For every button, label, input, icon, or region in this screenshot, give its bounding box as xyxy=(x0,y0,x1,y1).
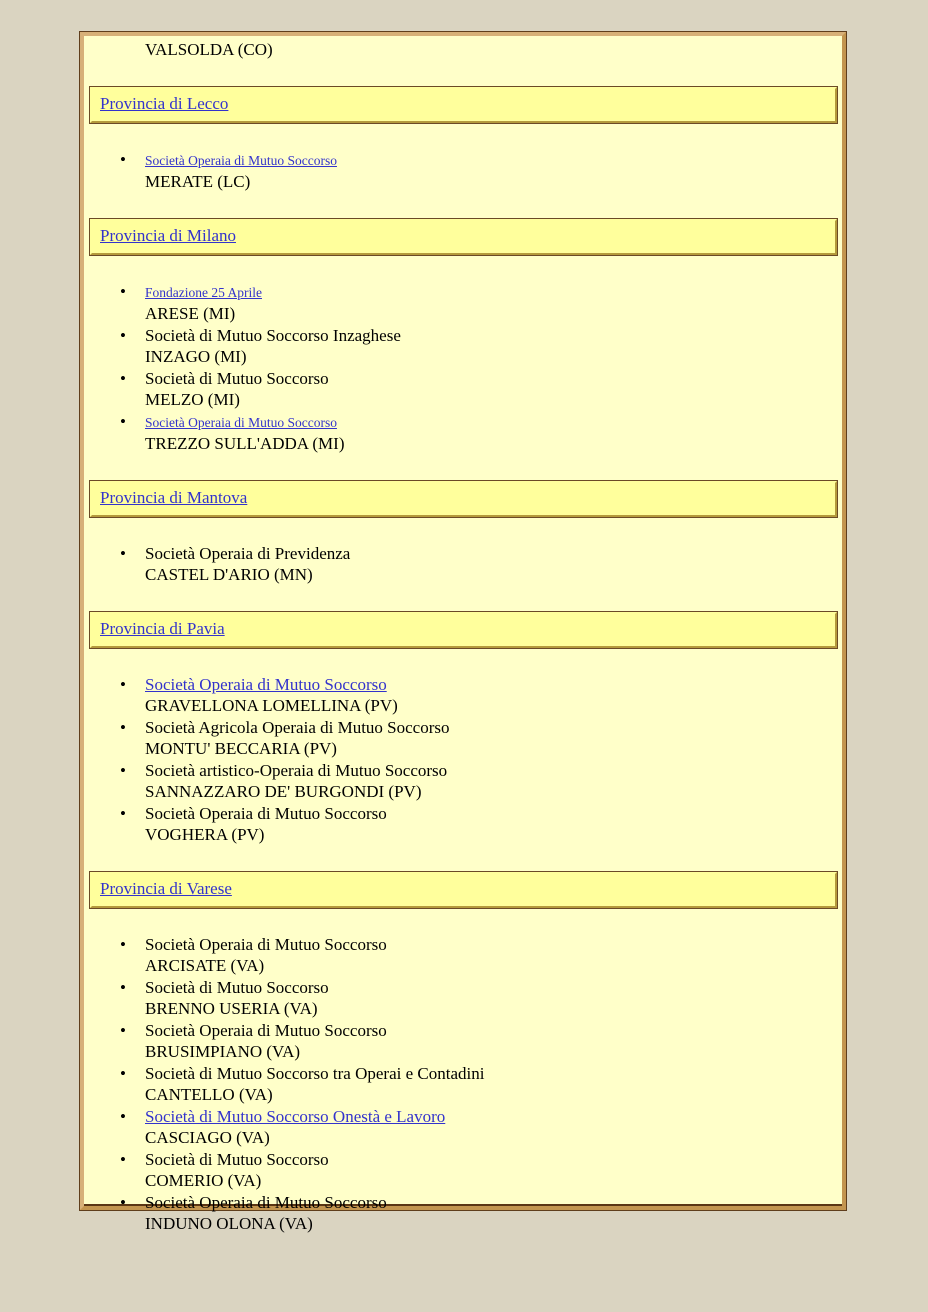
list-item xyxy=(145,1106,842,1149)
society-city: ARCISATE (VA) xyxy=(145,956,265,975)
list-item xyxy=(145,1192,842,1235)
society-name: Società di Mutuo Soccorso xyxy=(145,977,329,997)
society-city: MELZO (MI) xyxy=(145,390,240,409)
society-city: GRAVELLONA LOMELLINA (PV) xyxy=(145,696,398,715)
society-link[interactable]: Società Operaia di Mutuo Soccorso xyxy=(145,674,387,694)
province-header-varese xyxy=(90,872,837,908)
province-link-pavia[interactable]: Provincia di Pavia xyxy=(100,618,225,638)
list-item xyxy=(145,803,842,846)
society-link[interactable]: Società di Mutuo Soccorso Onestà e Lavoro xyxy=(145,1106,446,1126)
society-list-pavia xyxy=(84,674,842,846)
list-item xyxy=(145,674,842,717)
province-link-milano[interactable]: Provincia di Milano xyxy=(100,225,236,245)
list-item xyxy=(145,1063,842,1106)
partial-list-item-city: VALSOLDA (CO) xyxy=(145,40,273,59)
province-link-varese[interactable]: Provincia di Varese xyxy=(100,878,232,898)
society-link[interactable]: Società Operaia di Mutuo Soccorso xyxy=(145,414,337,430)
society-city: BRUSIMPIANO (VA) xyxy=(145,1042,301,1061)
society-city: VOGHERA (PV) xyxy=(145,825,265,844)
society-name: Società di Mutuo Soccorso Inzaghese xyxy=(145,325,401,345)
list-item xyxy=(145,1020,842,1063)
society-link[interactable]: Fondazione 25 Aprile xyxy=(145,284,262,300)
list-item xyxy=(145,543,842,586)
society-city: CANTELLO (VA) xyxy=(145,1085,273,1104)
society-name: Società Agricola Operaia di Mutuo Soccorso xyxy=(145,717,450,737)
society-city: MONTU' BECCARIA (PV) xyxy=(145,739,337,758)
society-city: COMERIO (VA) xyxy=(145,1171,262,1190)
list-item xyxy=(145,368,842,411)
society-city: INZAGO (MI) xyxy=(145,347,247,366)
list-item xyxy=(145,1149,842,1192)
list-item xyxy=(145,977,842,1020)
society-name: Società artistico-Operaia di Mutuo Soccorso xyxy=(145,760,448,780)
society-list-milano xyxy=(84,281,842,455)
society-city: BRENNO USERIA (VA) xyxy=(145,999,318,1018)
society-list-mantova xyxy=(84,543,842,586)
society-name: Società di Mutuo Soccorso tra Operai e Contadini xyxy=(145,1063,485,1083)
society-city: CASCIAGO (VA) xyxy=(145,1128,270,1147)
list-item xyxy=(145,411,842,455)
society-name: Società di Mutuo Soccorso xyxy=(145,368,329,388)
society-city: SANNAZZARO DE' BURGONDI (PV) xyxy=(145,782,422,801)
society-city: ARESE (MI) xyxy=(145,304,236,323)
province-header-mantova xyxy=(90,481,837,517)
society-list-lecco xyxy=(84,149,842,193)
list-item xyxy=(145,325,842,368)
province-header-pavia xyxy=(90,612,837,648)
society-name: Società Operaia di Mutuo Soccorso xyxy=(145,803,387,823)
society-city: CASTEL D'ARIO (MN) xyxy=(145,565,313,584)
province-link-lecco[interactable]: Provincia di Lecco xyxy=(100,93,229,113)
list-item xyxy=(145,760,842,803)
list-item xyxy=(145,149,842,193)
list-item xyxy=(145,934,842,977)
society-city: MERATE (LC) xyxy=(145,172,251,191)
society-city: TREZZO SULL'ADDA (MI) xyxy=(145,434,345,453)
society-name: Società Operaia di Previdenza xyxy=(145,543,351,563)
province-link-mantova[interactable]: Provincia di Mantova xyxy=(100,487,248,507)
directory-panel xyxy=(80,32,846,1233)
society-name: Società Operaia di Mutuo Soccorso xyxy=(145,934,387,954)
society-city: INDUNO OLONA (VA) xyxy=(145,1214,313,1233)
society-list-varese xyxy=(84,934,842,1235)
society-link[interactable]: Società Operaia di Mutuo Soccorso xyxy=(145,152,337,168)
society-name: Società di Mutuo Soccorso xyxy=(145,1149,329,1169)
province-header-milano xyxy=(90,219,837,255)
society-name: Società Operaia di Mutuo Soccorso xyxy=(145,1192,387,1212)
society-name: Società Operaia di Mutuo Soccorso xyxy=(145,1020,387,1040)
list-item xyxy=(145,717,842,760)
province-header-lecco xyxy=(90,87,837,123)
list-item xyxy=(145,281,842,325)
